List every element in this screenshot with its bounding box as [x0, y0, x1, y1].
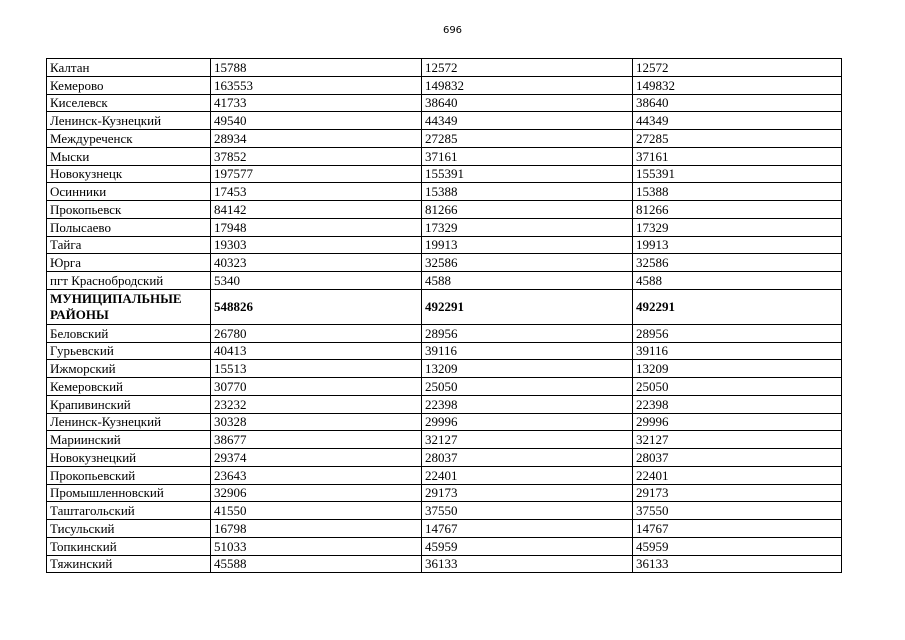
value-3-cell: 149832 [633, 76, 842, 94]
value-3-cell: 27285 [633, 130, 842, 148]
value-1-cell: 15788 [211, 59, 422, 77]
value-3-cell: 28037 [633, 449, 842, 467]
municipality-name-cell: пгт Краснобродский [47, 272, 211, 290]
value-2-cell: 12572 [422, 59, 633, 77]
value-1-cell: 51033 [211, 537, 422, 555]
value-3-cell: 45959 [633, 537, 842, 555]
value-1-cell: 23643 [211, 466, 422, 484]
value-3-cell: 36133 [633, 555, 842, 573]
municipality-name-cell: Прокопьевский [47, 466, 211, 484]
table-row [47, 378, 842, 396]
page-number: 696 [442, 25, 463, 36]
value-1-cell: 30770 [211, 378, 422, 396]
table-row [47, 59, 842, 77]
value-2-cell: 27285 [422, 130, 633, 148]
table-row [47, 272, 842, 290]
table-row [47, 236, 842, 254]
value-3-cell: 22398 [633, 395, 842, 413]
value-2-cell: 14767 [422, 520, 633, 538]
value-1-cell: 37852 [211, 147, 422, 165]
value-1-cell: 26780 [211, 324, 422, 342]
value-1-cell: 548826 [211, 289, 422, 324]
municipality-name-cell: Тисульский [47, 520, 211, 538]
value-2-cell: 44349 [422, 112, 633, 130]
value-1-cell: 40413 [211, 342, 422, 360]
value-3-cell: 81266 [633, 201, 842, 219]
value-3-cell: 12572 [633, 59, 842, 77]
value-2-cell: 4588 [422, 272, 633, 290]
table-row [47, 537, 842, 555]
value-3-cell: 14767 [633, 520, 842, 538]
municipality-name-cell: Кемеровский [47, 378, 211, 396]
municipality-name-cell: Топкинский [47, 537, 211, 555]
value-3-cell: 28956 [633, 324, 842, 342]
value-3-cell: 29173 [633, 484, 842, 502]
value-3-cell: 17329 [633, 218, 842, 236]
value-1-cell: 17948 [211, 218, 422, 236]
value-1-cell: 28934 [211, 130, 422, 148]
table-row [47, 360, 842, 378]
value-1-cell: 49540 [211, 112, 422, 130]
table-row [47, 324, 842, 342]
value-3-cell: 38640 [633, 94, 842, 112]
value-3-cell: 39116 [633, 342, 842, 360]
municipality-name-cell: Ленинск-Кузнецкий [47, 112, 211, 130]
value-2-cell: 15388 [422, 183, 633, 201]
table-row [47, 413, 842, 431]
value-3-cell: 492291 [633, 289, 842, 324]
value-3-cell: 25050 [633, 378, 842, 396]
value-3-cell: 29996 [633, 413, 842, 431]
municipality-name-cell: МУНИЦИПАЛЬНЫЕ РАЙОНЫ [47, 289, 211, 324]
value-1-cell: 41550 [211, 502, 422, 520]
value-3-cell: 22401 [633, 466, 842, 484]
table-row [47, 466, 842, 484]
municipality-name-cell: Прокопьевск [47, 201, 211, 219]
value-2-cell: 81266 [422, 201, 633, 219]
value-1-cell: 45588 [211, 555, 422, 573]
municipality-name-cell: Тайга [47, 236, 211, 254]
municipality-name-cell: Междуреченск [47, 130, 211, 148]
value-3-cell: 37550 [633, 502, 842, 520]
table-row [47, 147, 842, 165]
value-3-cell: 4588 [633, 272, 842, 290]
value-1-cell: 40323 [211, 254, 422, 272]
value-3-cell: 32586 [633, 254, 842, 272]
table-row [47, 112, 842, 130]
value-3-cell: 13209 [633, 360, 842, 378]
municipality-name-cell: Гурьевский [47, 342, 211, 360]
value-3-cell: 19913 [633, 236, 842, 254]
value-2-cell: 25050 [422, 378, 633, 396]
value-3-cell: 37161 [633, 147, 842, 165]
value-2-cell: 45959 [422, 537, 633, 555]
value-1-cell: 17453 [211, 183, 422, 201]
value-1-cell: 197577 [211, 165, 422, 183]
value-1-cell: 16798 [211, 520, 422, 538]
value-2-cell: 32586 [422, 254, 633, 272]
municipality-name-cell: Ижморский [47, 360, 211, 378]
table-row [47, 449, 842, 467]
municipality-name-cell: Таштагольский [47, 502, 211, 520]
table-row [47, 130, 842, 148]
table-row [47, 254, 842, 272]
value-2-cell: 492291 [422, 289, 633, 324]
table-row [47, 165, 842, 183]
value-3-cell: 155391 [633, 165, 842, 183]
value-2-cell: 38640 [422, 94, 633, 112]
municipality-name-cell: Юрга [47, 254, 211, 272]
value-2-cell: 28037 [422, 449, 633, 467]
value-2-cell: 19913 [422, 236, 633, 254]
value-2-cell: 28956 [422, 324, 633, 342]
value-3-cell: 32127 [633, 431, 842, 449]
value-2-cell: 29173 [422, 484, 633, 502]
table-row [47, 289, 842, 324]
value-2-cell: 39116 [422, 342, 633, 360]
value-2-cell: 29996 [422, 413, 633, 431]
table-row [47, 342, 842, 360]
table-row [47, 218, 842, 236]
table-body [47, 59, 842, 573]
table-row [47, 395, 842, 413]
table-row [47, 183, 842, 201]
table-row [47, 484, 842, 502]
value-2-cell: 32127 [422, 431, 633, 449]
value-2-cell: 149832 [422, 76, 633, 94]
municipality-name-cell: Мариинский [47, 431, 211, 449]
value-2-cell: 17329 [422, 218, 633, 236]
value-1-cell: 32906 [211, 484, 422, 502]
municipality-name-cell: Новокузнецк [47, 165, 211, 183]
value-1-cell: 30328 [211, 413, 422, 431]
value-1-cell: 41733 [211, 94, 422, 112]
table-row [47, 431, 842, 449]
municipality-name-cell: Новокузнецкий [47, 449, 211, 467]
municipality-name-cell: Промышленновский [47, 484, 211, 502]
table-row [47, 520, 842, 538]
value-1-cell: 84142 [211, 201, 422, 219]
value-2-cell: 13209 [422, 360, 633, 378]
table-row [47, 502, 842, 520]
value-2-cell: 36133 [422, 555, 633, 573]
value-1-cell: 38677 [211, 431, 422, 449]
value-1-cell: 19303 [211, 236, 422, 254]
value-1-cell: 5340 [211, 272, 422, 290]
data-table [46, 58, 842, 573]
municipality-name-cell: Ленинск-Кузнецкий [47, 413, 211, 431]
table-row [47, 555, 842, 573]
value-2-cell: 22401 [422, 466, 633, 484]
value-2-cell: 37550 [422, 502, 633, 520]
value-2-cell: 22398 [422, 395, 633, 413]
table-row [47, 76, 842, 94]
value-2-cell: 37161 [422, 147, 633, 165]
municipality-name-cell: Крапивинский [47, 395, 211, 413]
value-1-cell: 15513 [211, 360, 422, 378]
municipality-name-cell: Киселевск [47, 94, 211, 112]
table-row [47, 94, 842, 112]
value-3-cell: 44349 [633, 112, 842, 130]
value-1-cell: 29374 [211, 449, 422, 467]
municipality-name-cell: Беловский [47, 324, 211, 342]
municipality-name-cell: Мыски [47, 147, 211, 165]
value-3-cell: 15388 [633, 183, 842, 201]
municipality-name-cell: Кемерово [47, 76, 211, 94]
municipality-name-cell: Калтан [47, 59, 211, 77]
table-row [47, 201, 842, 219]
value-2-cell: 155391 [422, 165, 633, 183]
municipality-name-cell: Полысаево [47, 218, 211, 236]
value-1-cell: 163553 [211, 76, 422, 94]
value-1-cell: 23232 [211, 395, 422, 413]
municipality-name-cell: Осинники [47, 183, 211, 201]
municipality-name-cell: Тяжинский [47, 555, 211, 573]
